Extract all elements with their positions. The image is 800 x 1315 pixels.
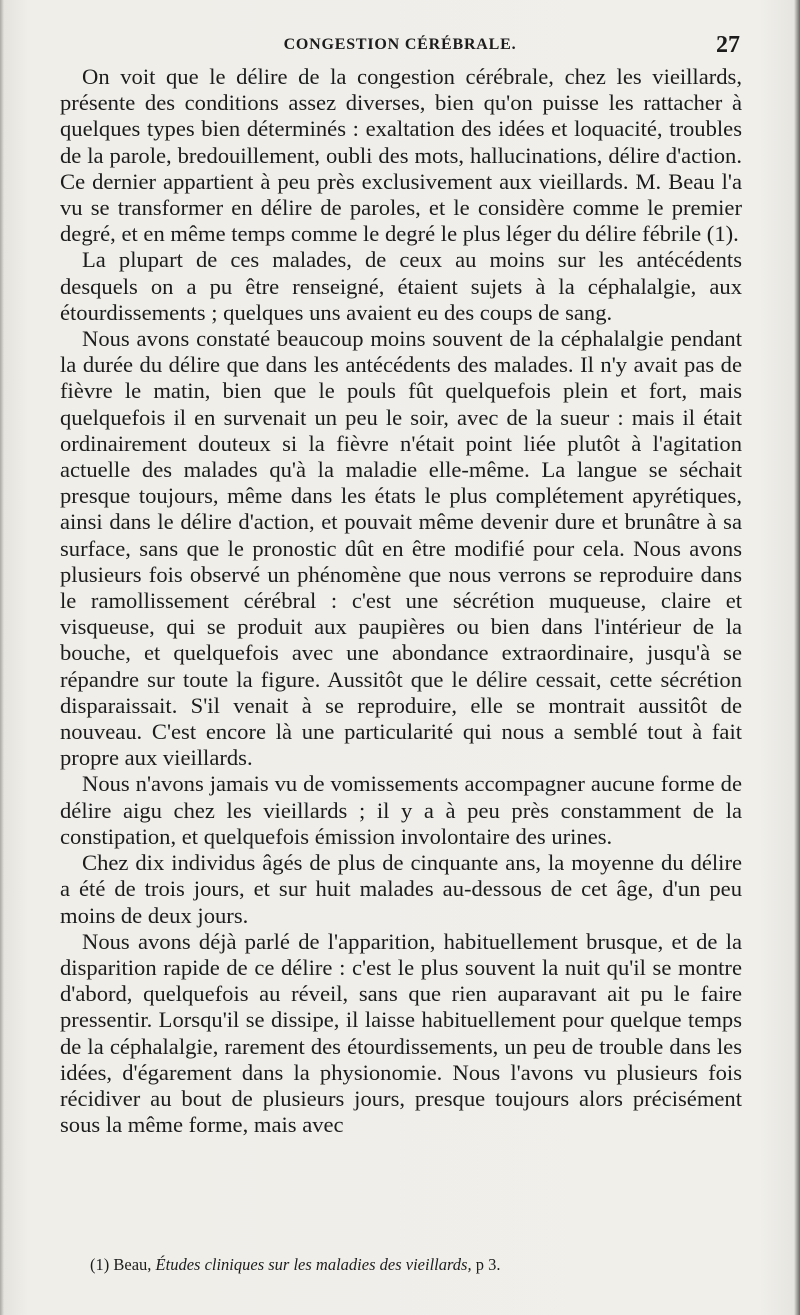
footnote: [90, 1255, 730, 1275]
page-right-shadow: [794, 0, 800, 1315]
footnote-page: p 3.: [475, 1255, 501, 1274]
footnote-title: Études cliniques sur les maladies des vieillards,: [155, 1255, 472, 1274]
paragraph: Nous avons déjà parlé de l'apparition, habituellement brusque, et de la disparition rapide de ce délire : c'est le plus souvent la nuit qu'il se montre d'abord, quelquefois au réveil, sans que rien auparavant ait pu le faire pressentir. Lorsqu'il se dissipe, il laisse habituellement pour quelque temps de la céphalalgie, rarement des étourdissements, un peu de trouble dans les idées, d'égarement dans la physionomie. Nous l'avons vu plusieurs fois récidiver au bout de plusieurs jours, presque toujours alors précisément sous la même forme, mais avec: [60, 928, 742, 1138]
paragraph: La plupart de ces malades, de ceux au moins sur les antécédents desquels on a pu être renseigné, étaient sujets à la céphalalgie, aux étourdissements ; quelques uns avaient eu des coups de sang.: [60, 247, 742, 325]
body-text: [60, 64, 742, 1138]
page-left-shadow: [0, 0, 4, 1315]
paragraph: Chez dix individus âgés de plus de cinquante ans, la moyenne du délire a été de trois jours, et sur huit malades au-dessous de cet âge, d'un peu moins de deux jours.: [60, 850, 742, 928]
footnote-marker: (1): [90, 1255, 110, 1274]
paragraph: Nous n'avons jamais vu de vomissements accompagner aucune forme de délire aigu chez les vieillards ; il y a à peu près constamment de la constipation, et quelquefois émission involontaire des urines.: [60, 771, 742, 849]
running-title: CONGESTION CÉRÉBRALE.: [283, 36, 517, 53]
page-number: 27: [716, 32, 740, 58]
paragraph: Nous avons constaté beaucoup moins souvent de la céphalalgie pendant la durée du délire que dans les antécédents des malades. Il n'y avait pas de fièvre le matin, bien que le pouls fût quelquefois plein et fort, mais quelquefois il en survenait un peu le soir, avec de la sueur : mais il était ordinairement douteux si la fièvre n'était point liée plutôt à l'agitation actuelle des malades qu'à la maladie elle-même. La langue se séchait presque toujours, même dans les états le plus complétement apyrétiques, ainsi dans le délire d'action, et pouvait même devenir dure et brunâtre à sa surface, sans que le pronostic dût en être modifié pour cela. Nous avons plusieurs fois observé un phénomène que nous verrons se reproduire dans le ramollissement cérébral : c'est une sécrétion muqueuse, claire et visqueuse, qui se produit aux paupières ou bien dans l'intérieur de la bouche, et quelquefois avec une abondance extraordinaire, jusqu'à se répandre sur toute la figure. Aussitôt que le délire cessait, cette sécrétion disparaissait. S'il venait à se reproduire, elle se montrait aussitôt de nouveau. C'est encore là une particularité qui nous a semblé tout à fait propre aux vieillards.: [60, 326, 742, 771]
paragraph: On voit que le délire de la congestion cérébrale, chez les vieillards, présente des conditions assez diverses, bien qu'on puisse les rattacher à quelques types bien déterminés : exaltation des idées et loquacité, troubles de la parole, bredouillement, oubli des mots, hallucinations, délire d'action. Ce dernier appartient à peu près exclusivement aux vieillards. M. Beau l'a vu se transformer en délire de paroles, et le considère comme le premier degré, et en même temps comme le degré le plus léger du délire fébrile (1).: [60, 64, 742, 247]
running-head: [60, 34, 740, 60]
footnote-author: Beau,: [113, 1255, 152, 1274]
